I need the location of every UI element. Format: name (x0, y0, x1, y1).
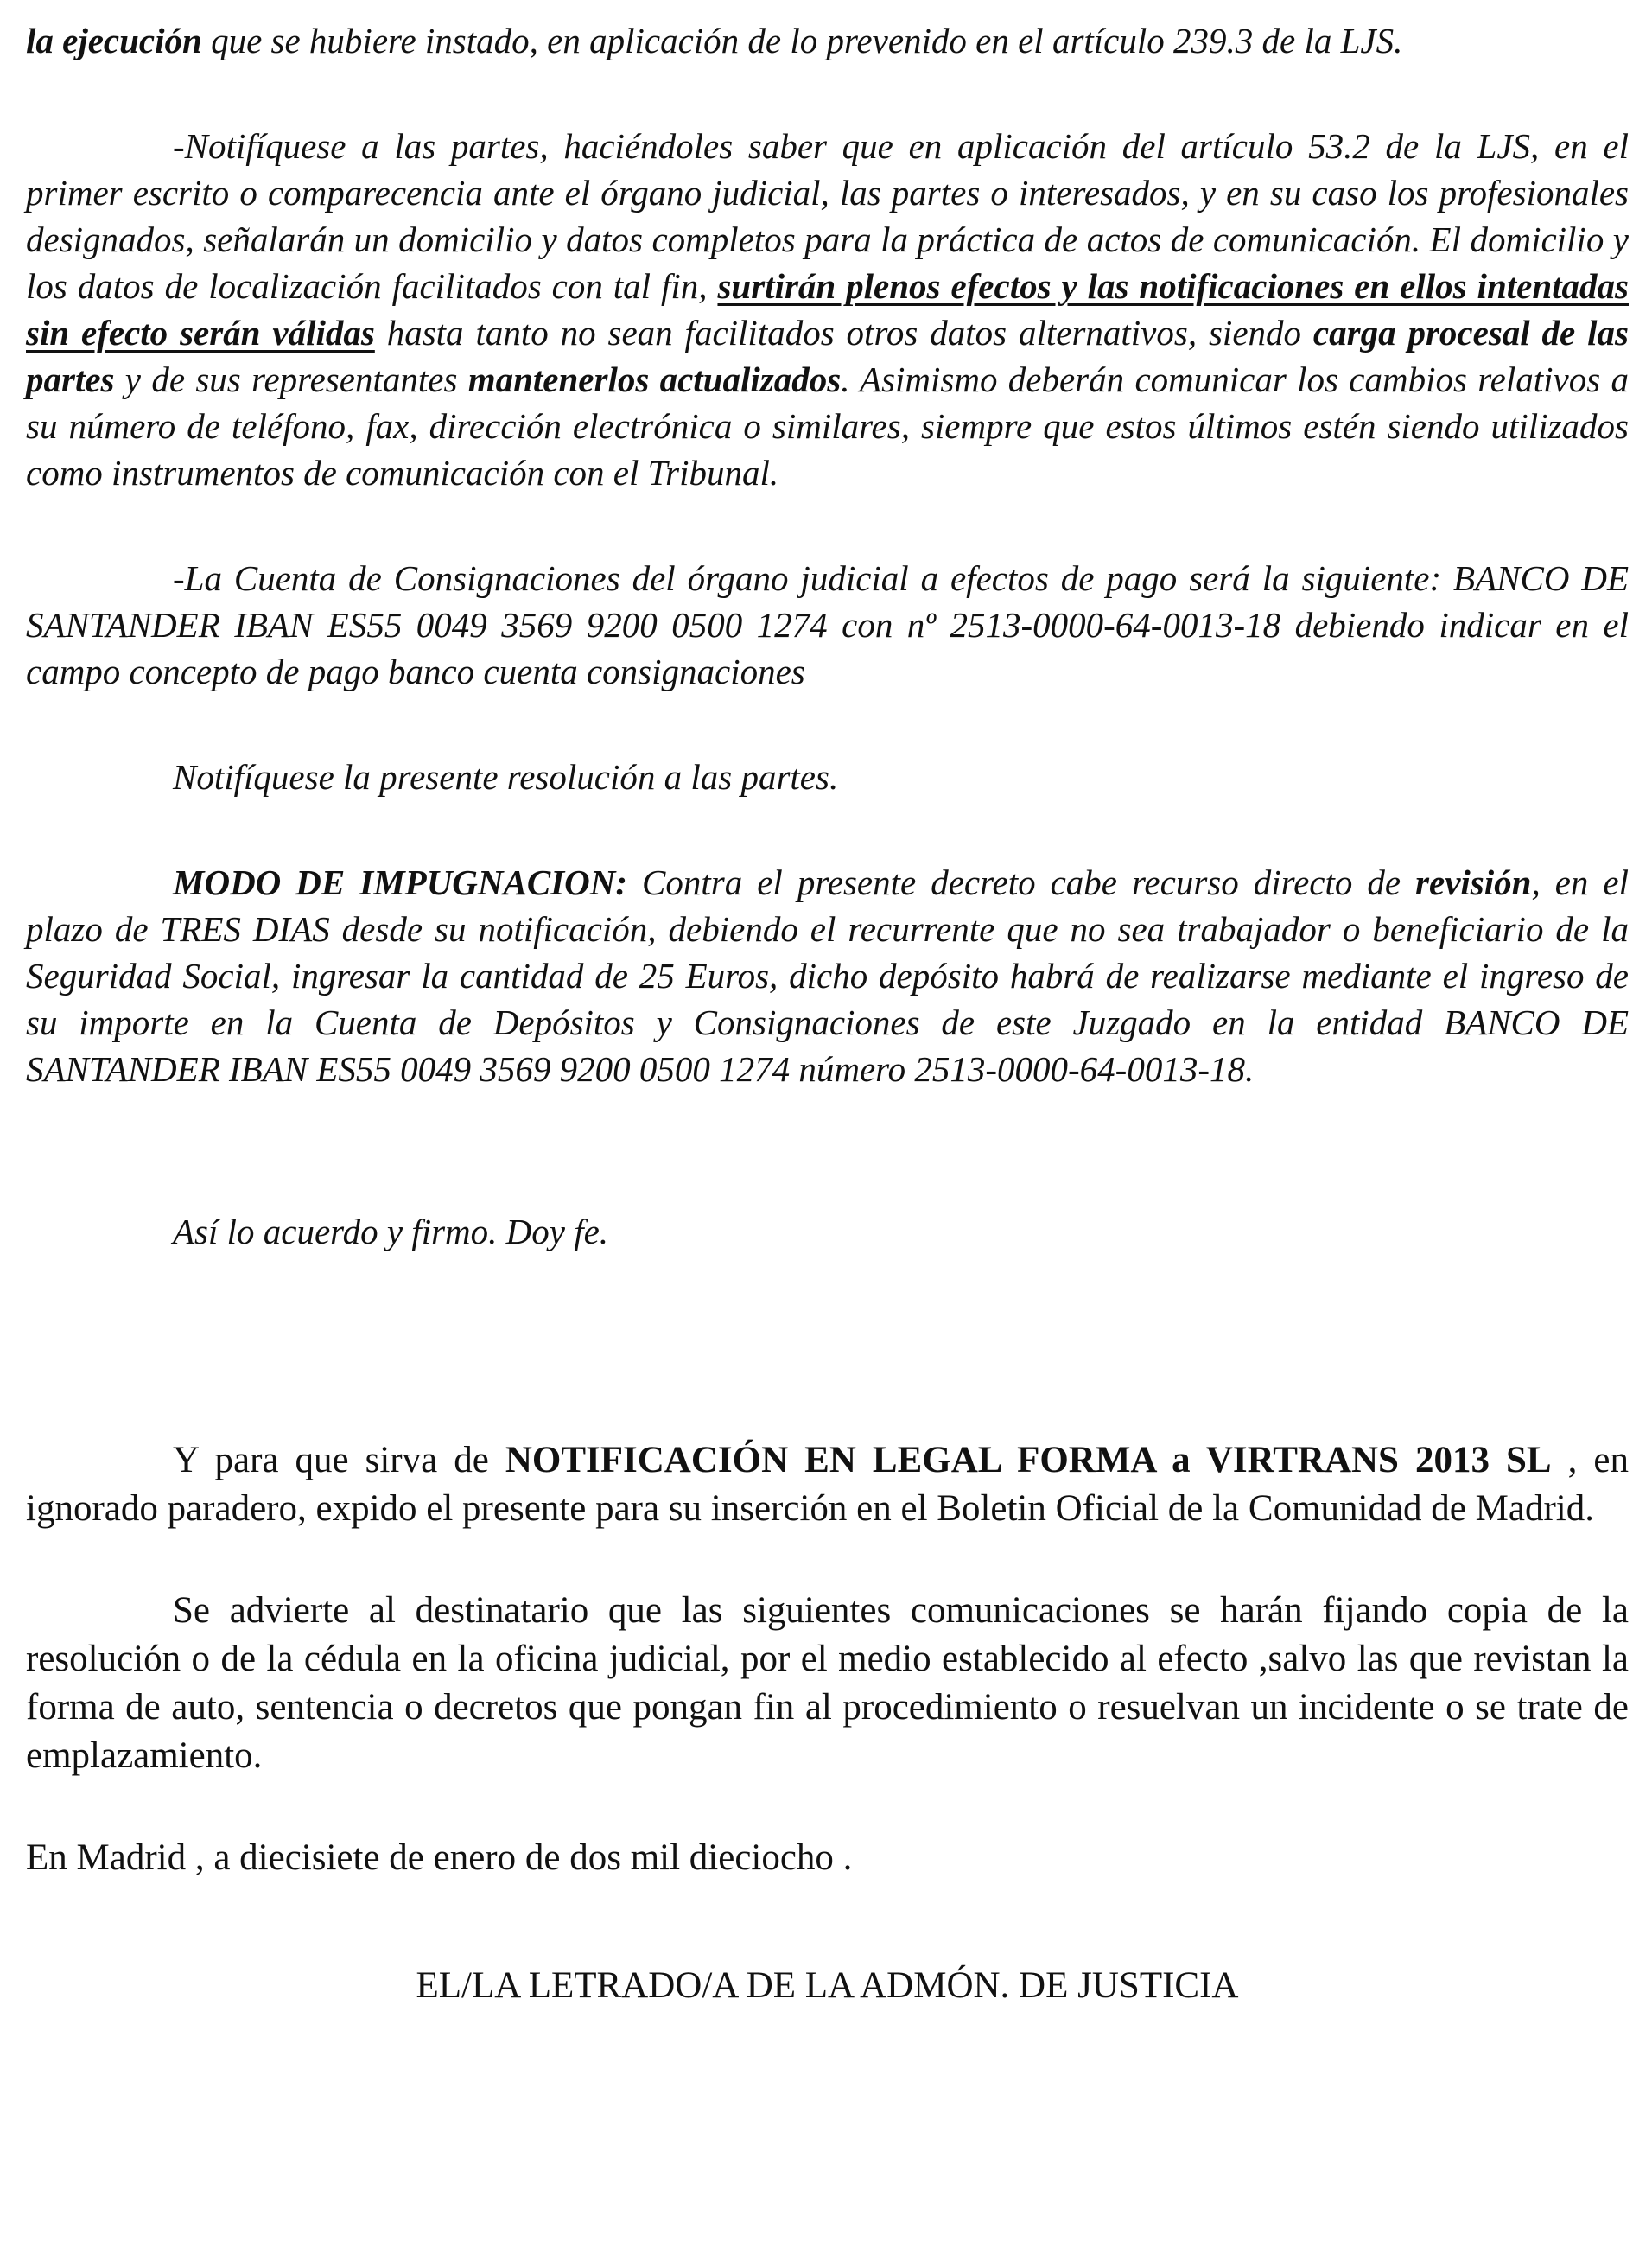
bold-text: la ejecución (26, 21, 202, 60)
text: Y para que sirva de (173, 1440, 505, 1480)
text: . Asimismo deberán comunicar los cambios relativos a su número de teléfono, fax, dirección electrónica o similares, siempre que estos últimos estén siendo utilizados como instrumentos de comunicación con el Tribunal. (26, 360, 1629, 493)
text: Contra el presente decreto cabe recurso directo de (627, 863, 1416, 902)
text: Notifíquese la presente resolución a las partes. (173, 757, 839, 797)
text: -Notifíquese a las partes, haciéndoles saber que en aplicación del artículo 53.2 de la LJS, en el primer escrito o comparecencia ante el órgano judicial, las partes o interesados, y en su caso los profesionales designados, señalarán un domicilio y datos completos para la práctica de actos de comunicación. El domicilio y los datos de localización facilitados con tal fin, (26, 126, 1629, 306)
text: Así lo acuerdo y firmo. Doy fe. (173, 1212, 609, 1251)
bold-heading-text: MODO DE IMPUGNACION: (173, 863, 628, 902)
bold-underlined-text: surtirán plenos efectos y las notificaciones en ellos intentadas sin efecto serán válidas (26, 266, 1629, 353)
paragraph-modo-impugnacion (26, 859, 1629, 1092)
bold-text: mantenerlos actualizados (467, 360, 842, 399)
text: , en ignorado paradero, expido el presente para su inserción en el Boletin Oficial de la Comunidad de Madrid. (26, 1440, 1629, 1529)
text: , en el plazo de TRES DIAS desde su notificación, debiendo el recurrente que no sea trabajador o beneficiario de la Seguridad Social, ingresar la cantidad de 25 Euros, dicho depósito habrá de realizarse mediante el ingreso de su importe en la Cuenta de Depósitos y Consignaciones de este Juzgado en la entidad BANCO DE SANTANDER IBAN ES55 0049 3569 9200 0500 1274 número 2513-0000-64-0013-18. (26, 863, 1629, 1089)
bold-text: NOTIFICACIÓN EN LEGAL FORMA a VIRTRANS 2013 SL (505, 1440, 1552, 1480)
bold-text: revisión (1415, 863, 1532, 902)
paragraph-advertencia (26, 1587, 1629, 1780)
bold-text: carga procesal de las partes (26, 313, 1629, 399)
paragraph-notificacion-legal (26, 1436, 1629, 1533)
document-page (26, 17, 1629, 2010)
paragraph-acuerdo-firma (26, 1208, 1629, 1255)
text: -La Cuenta de Consignaciones del órgano judicial a efectos de pago será la siguiente: BANCO DE SANTANDER IBAN ES55 0049 3569 9200 0500 1274 con nº 2513-0000-64-0013-18 debiendo indicar en el campo concepto de pago banco cuenta consignaciones (26, 558, 1629, 691)
paragraph-ejecucion (26, 17, 1629, 64)
paragraph-notifiquese (26, 754, 1629, 800)
paragraph-fecha (26, 1834, 1629, 1882)
signature-title (26, 1962, 1629, 2010)
text: que se hubiere instado, en aplicación de lo prevenido en el artículo 239.3 de la LJS. (201, 21, 1403, 60)
text: y de sus representantes (114, 360, 468, 399)
paragraph-cuenta-consignaciones (26, 555, 1629, 695)
paragraph-notificacion-partes (26, 123, 1629, 496)
text: Se advierte al destinatario que las siguientes comunicaciones se harán fijando copia de la resolución o de la cédula en la oficina judicial, por el medio establecido al efecto ,salvo las que revistan la forma de auto, sentencia o decretos que pongan fin al procedimiento o resuelvan un incidente o se trate de emplazamiento. (26, 1590, 1629, 1776)
text: En Madrid , a diecisiete de enero de dos mil dieciocho . (26, 1837, 853, 1878)
text: hasta tanto no sean facilitados otros datos alternativos, siendo (374, 313, 1313, 353)
text: EL/LA LETRADO/A DE LA ADMÓN. DE JUSTICIA (416, 1965, 1239, 2006)
